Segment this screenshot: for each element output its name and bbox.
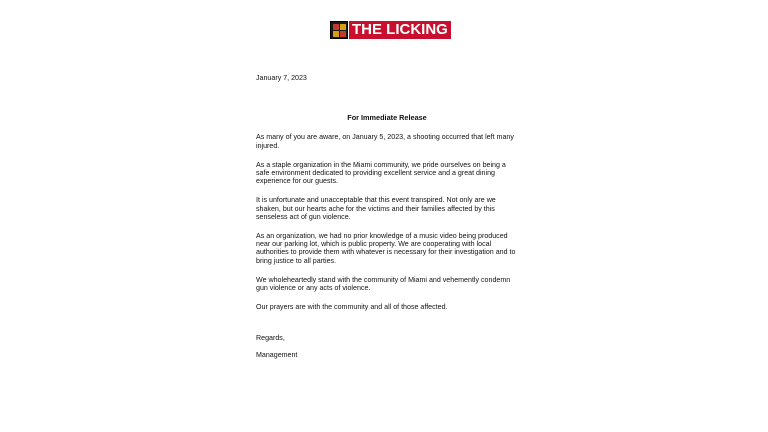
- logo-mark-icon: [330, 21, 348, 39]
- closing: Regards,: [256, 334, 285, 343]
- release-date: January 7, 2023: [256, 74, 307, 82]
- paragraph-4: As an organization, we had no prior knowledge of a music video being produced near our parking lot, which is public property. We are cooperating with local authorities to provide them with whatever is necessary for their investigation and to bring justice to all parties.: [256, 232, 516, 265]
- paragraph-6: Our prayers are with the community and all of those affected.: [256, 303, 448, 312]
- logo-wordmark: THE LICKING: [349, 21, 451, 39]
- paragraph-5: We wholeheartedly stand with the community of Miami and vehemently condemn gun violence or any acts of violence.: [256, 275, 511, 293]
- signature: Management: [256, 350, 298, 359]
- release-heading: For Immediate Release: [347, 113, 427, 123]
- paragraph-1: As many of you are aware, on January 5, 2023, a shooting occurred that left many injured.: [256, 133, 514, 150]
- paragraph-3: It is unfortunate and unacceptable that this event transpired. Not only are we shaken, but our hearts ache for the victims and their families affected by this senseless act of gun violence.: [256, 196, 496, 221]
- logo: [330, 21, 451, 39]
- paragraph-2: As a staple organization in the Miami community, we pride ourselves on being a safe environment dedicated to providing excellent service and a great dining experience for our guests.: [256, 160, 506, 186]
- press-release: [256, 74, 518, 359]
